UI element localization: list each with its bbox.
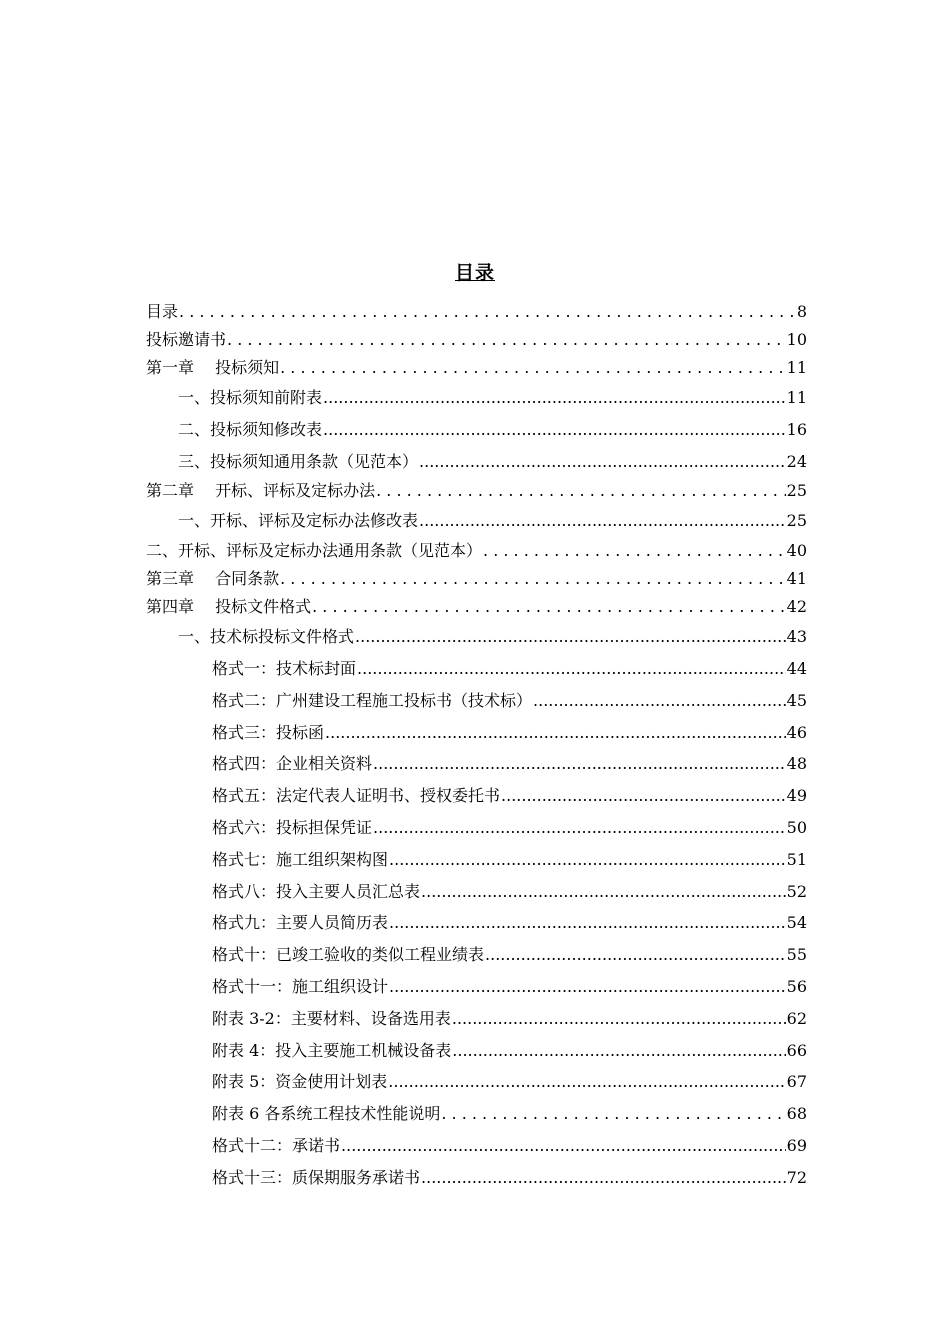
toc-entry-label: 投标邀请书 <box>146 330 227 349</box>
toc-entry[interactable] <box>146 593 807 621</box>
toc-entry-page: 55 <box>786 945 807 965</box>
toc-entry-page: 66 <box>786 1040 807 1060</box>
dot-leader <box>389 907 786 939</box>
toc-entry-page: 51 <box>786 849 807 869</box>
toc-entry-label: 格式九：主要人员简历表 <box>212 913 389 933</box>
dot-leader <box>452 1003 786 1035</box>
toc-entry-label: 第二章 开标、评标及定标办法 <box>146 481 376 501</box>
toc-entry-page: 48 <box>786 754 807 774</box>
toc-entry-page: 43 <box>786 627 807 647</box>
toc-entry-label: 格式一：技术标封面 <box>212 658 357 678</box>
dot-leader <box>389 971 786 1003</box>
toc-entry[interactable] <box>146 1003 807 1035</box>
dot-leader <box>280 565 786 593</box>
toc-entry[interactable] <box>146 971 807 1003</box>
dot-leader <box>452 1035 785 1067</box>
toc-entry[interactable] <box>146 907 807 939</box>
toc-entry-label: 格式十三：质保期服务承诺书 <box>212 1167 421 1187</box>
toc-entry-label: 格式十：已竣工验收的类似工程业绩表 <box>212 945 485 965</box>
toc-entry-page: 44 <box>786 658 807 678</box>
toc-entry-page: 16 <box>786 419 807 439</box>
toc-entry-label: 格式八：投入主要人员汇总表 <box>212 881 421 901</box>
toc-entry[interactable] <box>146 717 807 749</box>
toc-entry-page: 72 <box>786 1167 807 1187</box>
dot-leader <box>389 844 786 876</box>
toc-entry-page: 42 <box>786 597 807 617</box>
toc-entry[interactable] <box>146 354 807 382</box>
dot-leader <box>323 382 786 414</box>
dot-leader <box>280 354 786 382</box>
toc-entry-label: 格式三：投标函 <box>212 722 325 742</box>
dot-leader <box>441 1098 785 1130</box>
toc-entry-page: 41 <box>786 569 807 589</box>
dot-leader <box>312 593 786 621</box>
toc-entry-page: 10 <box>786 330 807 349</box>
toc-entry-page: 25 <box>786 511 807 531</box>
toc-entry-page: 25 <box>786 481 807 501</box>
toc-entry[interactable] <box>146 685 807 717</box>
toc-entry[interactable] <box>146 653 807 685</box>
toc-entry-label: 一、开标、评标及定标办法修改表 <box>178 511 419 531</box>
toc-entry[interactable] <box>146 382 807 414</box>
toc-entry-label: 第四章 投标文件格式 <box>146 597 312 617</box>
toc-entry[interactable] <box>146 812 807 844</box>
toc-entry-page: 46 <box>786 722 807 742</box>
toc-entry-label: 格式五：法定代表人证明书、授权委托书 <box>212 786 501 806</box>
toc-entry-label: 附表 6 各系统工程技术性能说明 <box>212 1104 441 1124</box>
dot-leader <box>179 298 796 326</box>
toc-entry-label: 第三章 合同条款 <box>146 569 280 589</box>
dot-leader <box>227 326 786 354</box>
toc-entry[interactable] <box>146 477 807 505</box>
toc-entry-page: 8 <box>796 302 807 321</box>
toc-entry-label: 附表 4：投入主要施工机械设备表 <box>212 1040 452 1060</box>
toc-entry-label: 二、开标、评标及定标办法通用条款（见范本） <box>146 541 483 561</box>
toc-entry-label: 格式二：广州建设工程施工投标书（技术标） <box>212 690 533 710</box>
toc-entry[interactable] <box>146 1130 807 1162</box>
toc-entry-label: 格式十二：承诺书 <box>212 1135 341 1155</box>
toc-entry[interactable] <box>146 844 807 876</box>
dot-leader <box>325 717 786 749</box>
toc-entry-label: 二、投标须知修改表 <box>178 419 323 439</box>
toc-entry[interactable] <box>146 1162 807 1194</box>
table-of-contents <box>146 298 807 1194</box>
dot-leader <box>323 414 786 446</box>
dot-leader <box>373 812 786 844</box>
toc-entry-page: 24 <box>786 451 807 471</box>
dot-leader <box>357 653 786 685</box>
toc-entry-label: 第一章 投标须知 <box>146 358 280 377</box>
toc-entry-label: 附表 5：资金使用计划表 <box>212 1072 388 1092</box>
toc-entry-label: 格式四：企业相关资料 <box>212 754 373 774</box>
toc-entry-page: 54 <box>786 913 807 933</box>
toc-entry-page: 11 <box>786 388 807 407</box>
dot-leader <box>341 1130 786 1162</box>
toc-entry[interactable] <box>146 565 807 593</box>
toc-entry-page: 11 <box>786 358 807 377</box>
dot-leader <box>501 780 786 812</box>
toc-entry[interactable] <box>146 326 807 354</box>
toc-entry[interactable] <box>146 748 807 780</box>
dot-leader <box>388 1066 785 1098</box>
toc-entry-label: 格式六：投标担保凭证 <box>212 817 373 837</box>
toc-entry-label: 附表 3-2：主要材料、设备选用表 <box>212 1008 451 1028</box>
dot-leader <box>485 939 786 971</box>
toc-entry-page: 69 <box>786 1135 807 1155</box>
dot-leader <box>533 685 786 717</box>
toc-entry[interactable] <box>146 939 807 971</box>
toc-entry[interactable] <box>146 414 807 446</box>
toc-entry-label: 目录 <box>146 302 179 321</box>
toc-entry[interactable] <box>146 537 807 565</box>
toc-entry-page: 52 <box>786 881 807 901</box>
toc-title: 目录 <box>454 262 495 284</box>
toc-entry-page: 67 <box>786 1072 807 1092</box>
toc-entry-page: 49 <box>786 786 807 806</box>
dot-leader <box>376 477 786 505</box>
toc-entry-label: 一、技术标投标文件格式 <box>178 627 355 647</box>
toc-entry-page: 50 <box>786 817 807 837</box>
toc-entry-label: 格式十一：施工组织设计 <box>212 976 389 996</box>
dot-leader <box>419 505 786 537</box>
toc-entry[interactable] <box>146 780 807 812</box>
toc-entry-label: 一、投标须知前附表 <box>178 388 323 407</box>
toc-entry-label: 格式七：施工组织架构图 <box>212 849 389 869</box>
toc-entry[interactable] <box>146 1035 807 1067</box>
toc-entry-page: 68 <box>786 1104 807 1124</box>
dot-leader <box>421 1162 786 1194</box>
dot-leader <box>355 621 786 653</box>
toc-entry-label: 三、投标须知通用条款（见范本） <box>178 451 419 471</box>
dot-leader <box>373 748 786 780</box>
toc-entry[interactable] <box>146 446 807 478</box>
toc-entry[interactable] <box>146 876 807 908</box>
toc-entry[interactable] <box>146 1098 807 1130</box>
toc-entry[interactable] <box>146 1066 807 1098</box>
toc-entry-page: 62 <box>786 1008 807 1028</box>
toc-entry[interactable] <box>146 505 807 537</box>
toc-entry[interactable] <box>146 621 807 653</box>
dot-leader <box>421 876 786 908</box>
dot-leader <box>419 446 786 478</box>
toc-entry[interactable] <box>146 298 807 326</box>
toc-entry-page: 45 <box>786 690 807 710</box>
dot-leader <box>483 537 786 565</box>
toc-entry-page: 40 <box>786 541 807 561</box>
toc-entry-page: 56 <box>786 976 807 996</box>
